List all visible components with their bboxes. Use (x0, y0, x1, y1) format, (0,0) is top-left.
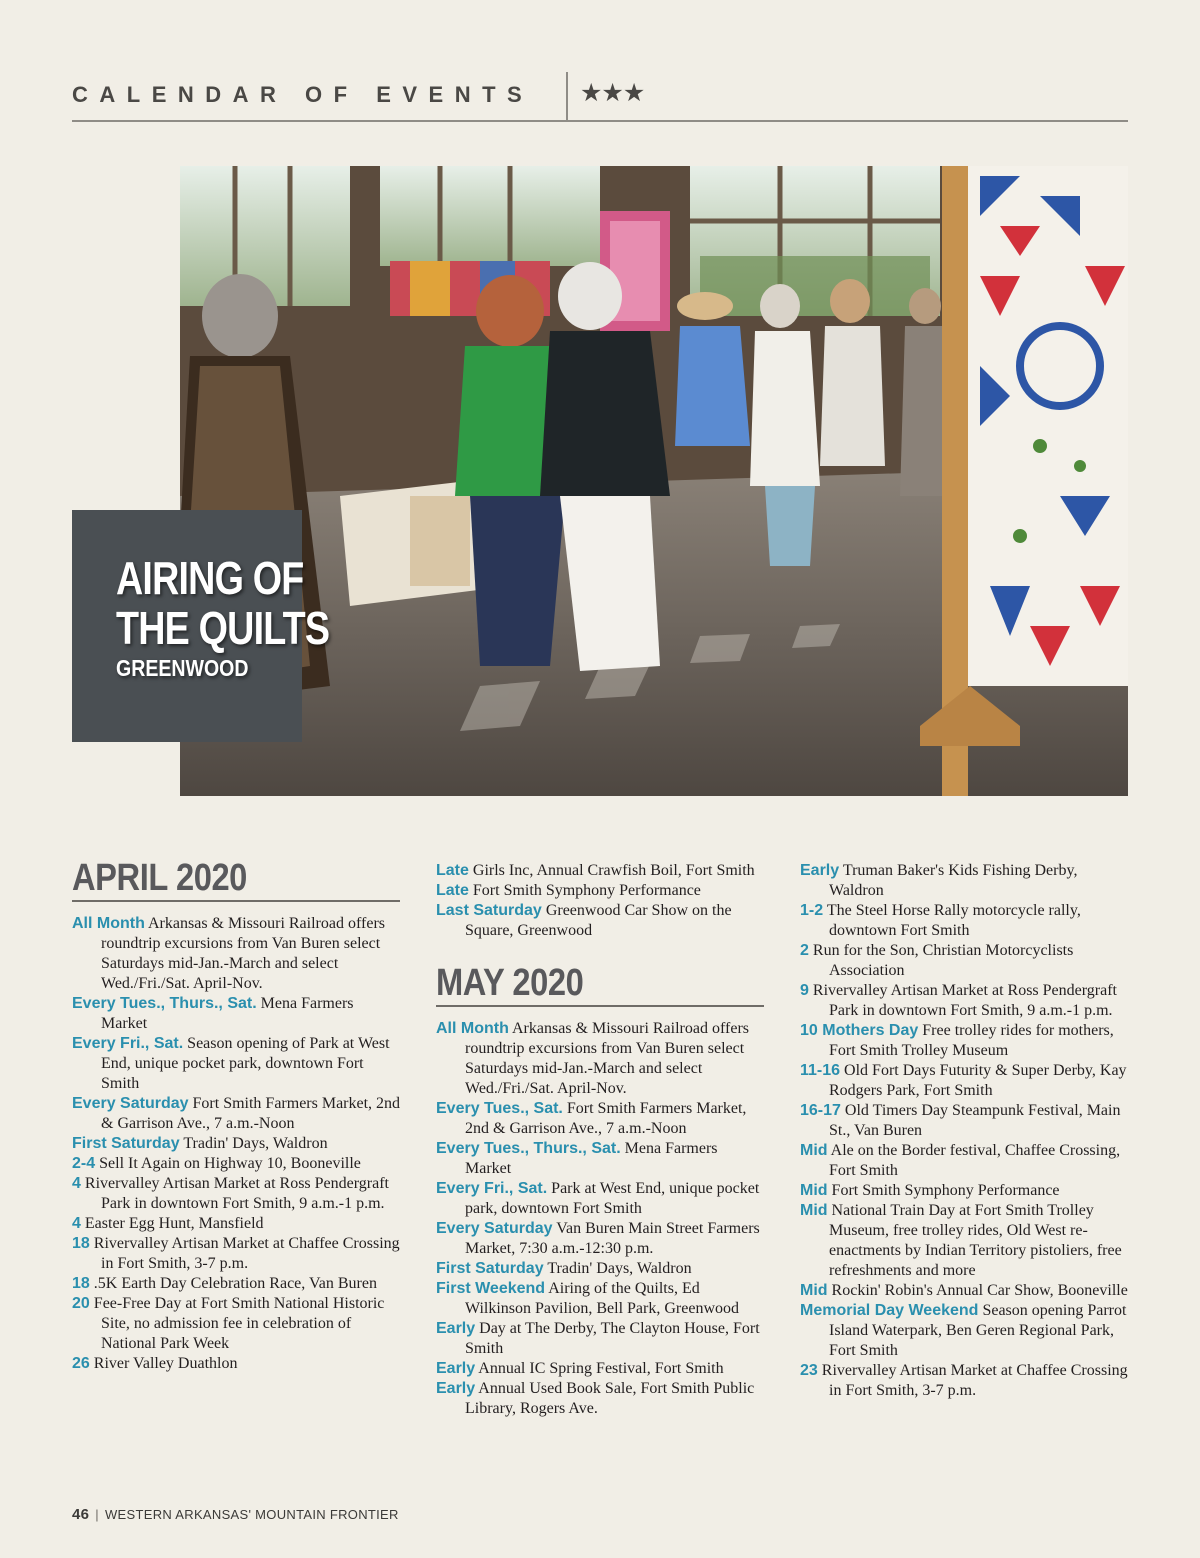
event-date: Mid (800, 1142, 828, 1159)
event-list-april (72, 914, 402, 1374)
event-item (72, 1234, 402, 1274)
section-header (72, 72, 1128, 122)
event-item (800, 981, 1130, 1021)
event-date: 9 (800, 982, 809, 999)
event-item (436, 1139, 766, 1179)
event-item (800, 1181, 1130, 1201)
stars-icon: ★★★ (580, 78, 645, 107)
event-description: Old Timers Day Steampunk Festival, Main St., Van Buren (829, 1102, 1121, 1139)
event-item (72, 1094, 402, 1134)
event-description: Fort Smith Symphony Performance (831, 1182, 1060, 1199)
event-description: Truman Baker's Kids Fishing Derby, Waldron (829, 862, 1078, 899)
event-item (436, 1319, 766, 1359)
column-middle (436, 861, 766, 1419)
event-date: Early (800, 862, 840, 879)
event-date: 20 (72, 1295, 90, 1312)
event-item (436, 1179, 766, 1219)
event-date: First Weekend (436, 1280, 546, 1297)
event-item (436, 1219, 766, 1259)
event-date: 10 Mothers Day (800, 1022, 919, 1039)
event-date: Late (436, 862, 469, 879)
event-description: Annual IC Spring Festival, Fort Smith (478, 1360, 724, 1377)
event-date: Last Saturday (436, 902, 542, 919)
event-item (436, 881, 766, 901)
event-description: Free trolley rides for mothers, Fort Smith Trolley Museum (829, 1022, 1114, 1059)
event-date: 26 (72, 1355, 90, 1372)
event-list-april-continued (436, 861, 766, 941)
event-date: Mid (800, 1202, 828, 1219)
event-date: Mid (800, 1282, 828, 1299)
header-divider (566, 72, 568, 120)
column-may-continued (800, 861, 1130, 1401)
event-item (800, 1141, 1130, 1181)
event-date: 1-2 (800, 902, 824, 919)
event-item (72, 914, 402, 994)
heading-rule (436, 1005, 764, 1007)
event-description: The Steel Horse Rally motorcycle rally, downtown Fort Smith (826, 902, 1081, 939)
event-date: Every Tues., Thurs., Sat. (72, 995, 257, 1012)
event-item (436, 1279, 766, 1319)
publication-name: WESTERN ARKANSAS' MOUNTAIN FRONTIER (104, 1507, 399, 1522)
event-description: Rivervalley Artisan Market at Chaffee Crossing in Fort Smith, 3-7 p.m. (93, 1235, 400, 1272)
event-description: Season opening Parrot Island Waterpark, Ben Geren Regional Park, Fort Smith (829, 1302, 1127, 1359)
event-description: River Valley Duathlon (93, 1355, 238, 1372)
event-description: Tradin' Days, Waldron (547, 1260, 692, 1277)
event-date: Mid (800, 1182, 828, 1199)
event-item (72, 1034, 402, 1094)
event-date: Memorial Day Weekend (800, 1302, 979, 1319)
page-number: 46 (72, 1506, 90, 1523)
column-april (72, 858, 402, 1374)
event-description: Girls Inc, Annual Crawfish Boil, Fort Smith (472, 862, 755, 879)
event-date: 18 (72, 1275, 90, 1292)
event-description: Day at The Derby, The Clayton House, Fort Smith (465, 1320, 760, 1357)
event-item (72, 1154, 402, 1174)
event-description: Rivervalley Artisan Market at Chaffee Crossing in Fort Smith, 3-7 p.m. (821, 1362, 1128, 1399)
event-date: Every Fri., Sat. (72, 1035, 184, 1052)
event-description: Annual Used Book Sale, Fort Smith Public Library, Rogers Ave. (465, 1380, 755, 1417)
photo-title: AIRING OF THE QUILTS (116, 552, 330, 654)
event-date: 16-17 (800, 1102, 841, 1119)
event-date: All Month (72, 915, 145, 932)
event-description: Park at West End, unique pocket park, downtown Fort Smith (465, 1180, 760, 1217)
event-description: Ale on the Border festival, Chaffee Crossing, Fort Smith (829, 1142, 1121, 1179)
section-title: CALENDAR OF EVENTS (72, 82, 534, 107)
event-item (72, 1274, 402, 1294)
event-date: Every Tues., Sat. (436, 1100, 563, 1117)
event-item (436, 1259, 766, 1279)
event-date: First Saturday (436, 1260, 544, 1277)
event-item (800, 1281, 1130, 1301)
event-description: Rivervalley Artisan Market at Ross Pendergraft Park in downtown Fort Smith, 9 a.m.-1 p.m. (812, 982, 1117, 1019)
event-description: Season opening of Park at West End, unique pocket park, downtown Fort Smith (101, 1035, 390, 1092)
event-description: Run for the Son, Christian Motorcyclists Association (812, 942, 1074, 979)
event-description: Mena Farmers Market (101, 995, 354, 1032)
event-item (800, 1201, 1130, 1281)
event-item (800, 1101, 1130, 1141)
event-description: Van Buren Main Street Farmers Market, 7:30 a.m.-12:30 p.m. (465, 1220, 760, 1257)
event-item (436, 1379, 766, 1419)
page-footer (72, 1506, 399, 1523)
event-description: .5K Earth Day Celebration Race, Van Buren (93, 1275, 377, 1292)
event-description: Easter Egg Hunt, Mansfield (84, 1215, 264, 1232)
may-section (436, 963, 766, 1419)
event-item (72, 1294, 402, 1354)
month-heading-april: APRIL 2020 (72, 857, 247, 899)
event-description: Rockin' Robin's Annual Car Show, Booneville (831, 1282, 1128, 1299)
event-item (436, 1019, 766, 1099)
event-item (800, 1061, 1130, 1101)
event-item (72, 1354, 402, 1374)
event-description: Tradin' Days, Waldron (183, 1135, 328, 1152)
event-description: Fort Smith Farmers Market, 2nd & Garrison Ave., 7 a.m.-Noon (465, 1100, 747, 1137)
photo-location: GREENWOOD (116, 655, 249, 681)
event-date: 4 (72, 1215, 81, 1232)
event-item (800, 1361, 1130, 1401)
event-description: Sell It Again on Highway 10, Booneville (99, 1155, 361, 1172)
event-item (436, 1099, 766, 1139)
event-date: 11-16 (800, 1062, 841, 1079)
event-item (436, 1359, 766, 1379)
event-item (72, 1214, 402, 1234)
quilt-show-illustration (180, 166, 1128, 796)
event-description: Rivervalley Artisan Market at Ross Pendergraft Park in downtown Fort Smith, 9 a.m.-1 p.m. (84, 1175, 389, 1212)
event-date: 23 (800, 1362, 818, 1379)
event-date: Early (436, 1360, 476, 1377)
event-item (800, 941, 1130, 981)
event-list-may (436, 1019, 766, 1419)
event-item (72, 994, 402, 1034)
event-date: 2-4 (72, 1155, 96, 1172)
event-description: Fee-Free Day at Fort Smith National Historic Site, no admission fee in celebration of National Park Week (93, 1295, 385, 1352)
event-description: Arkansas & Missouri Railroad offers roundtrip excursions from Van Buren select Saturdays mid-Jan.-March and select Wed./Fri./Sat. April-Nov. (101, 915, 385, 992)
event-photo (180, 166, 1128, 796)
event-date: All Month (436, 1020, 509, 1037)
photo-caption (116, 553, 446, 681)
event-date: 4 (72, 1175, 81, 1192)
event-date: 2 (800, 942, 809, 959)
event-date: Every Saturday (436, 1220, 553, 1237)
event-item (800, 861, 1130, 901)
footer-divider: | (95, 1507, 99, 1522)
event-description: Fort Smith Farmers Market, 2nd & Garrison Ave., 7 a.m.-Noon (101, 1095, 401, 1132)
event-date: First Saturday (72, 1135, 180, 1152)
event-description: Arkansas & Missouri Railroad offers roundtrip excursions from Van Buren select Saturdays mid-Jan.-March and select Wed./Fri./Sat. April-Nov. (465, 1020, 749, 1097)
event-date: Early (436, 1380, 476, 1397)
event-item (800, 901, 1130, 941)
event-description: National Train Day at Fort Smith Trolley Museum, free trolley rides, Old West re-enactments by Indian Territory pistoliers, free refreshments and more (829, 1202, 1122, 1279)
event-description: Airing of the Quilts, Ed Wilkinson Pavilion, Bell Park, Greenwood (465, 1280, 739, 1317)
event-item (72, 1174, 402, 1214)
event-item (436, 861, 766, 881)
event-description: Fort Smith Symphony Performance (472, 882, 701, 899)
event-item (800, 1301, 1130, 1361)
month-heading-may: MAY 2020 (436, 962, 584, 1004)
event-date: Early (436, 1320, 476, 1337)
event-list-may-continued (800, 861, 1130, 1401)
event-description: Old Fort Days Futurity & Super Derby, Kay Rodgers Park, Fort Smith (829, 1062, 1127, 1099)
event-item (436, 901, 766, 941)
event-date: Every Saturday (72, 1095, 189, 1112)
event-description: Greenwood Car Show on the Square, Greenwood (465, 902, 732, 939)
event-description: Mena Farmers Market (465, 1140, 718, 1177)
event-item (72, 1134, 402, 1154)
event-date: 18 (72, 1235, 90, 1252)
event-date: Every Tues., Thurs., Sat. (436, 1140, 621, 1157)
heading-rule (72, 900, 400, 902)
event-date: Late (436, 882, 469, 899)
event-date: Every Fri., Sat. (436, 1180, 548, 1197)
event-item (800, 1021, 1130, 1061)
